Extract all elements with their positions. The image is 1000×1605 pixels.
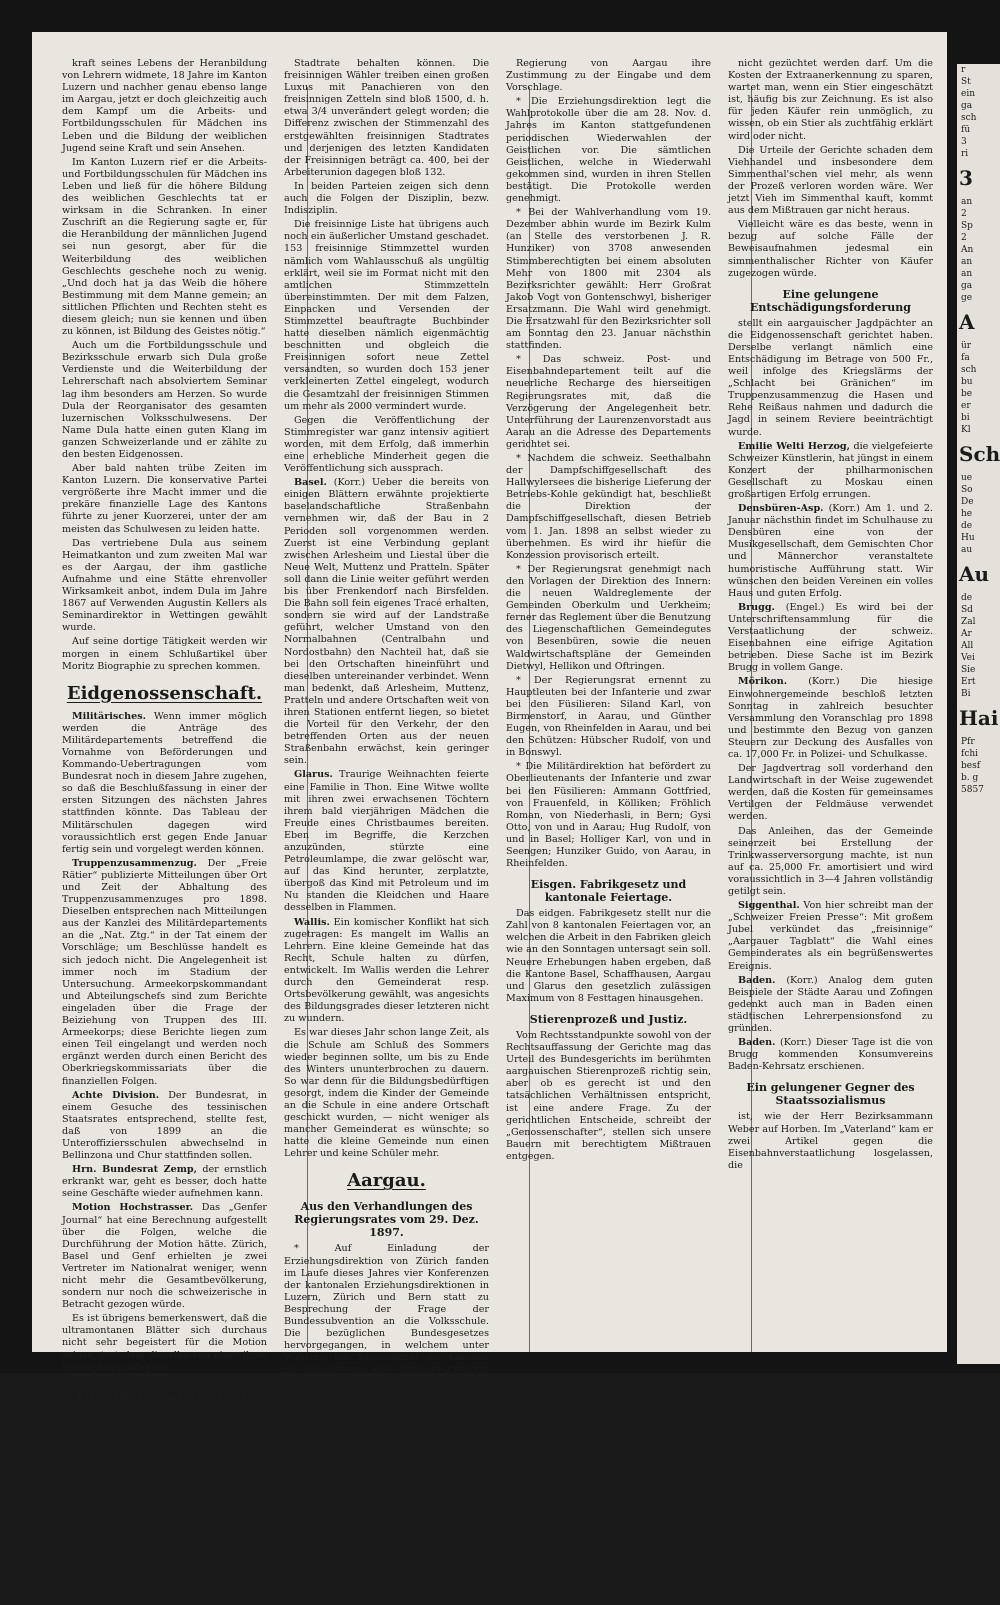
paragraph-lead: Brugg. — [738, 601, 775, 613]
paragraph-text: In beiden Parteien zeigen sich denn auch die Folgen der Disziplin, bezw. Indisziplin. — [284, 180, 489, 217]
edge-text-fragment: r — [961, 65, 966, 75]
article-heading: Aus den Verhandlungen des Regierungsrates vom 29. Dez. 1897. — [294, 1200, 479, 1240]
paragraph-text: (Korr.) Analog dem guten Beispiele der Städte Aarau und Zofingen gedenkt auch man in Baden einen städtischen Lehrerpensionsfond zu gründen. — [728, 974, 933, 1035]
edge-text-fragment: An — [961, 245, 974, 255]
article-paragraph — [284, 219, 489, 413]
edge-text-fragment: ür — [961, 341, 972, 351]
article-paragraph — [62, 1412, 267, 1605]
paragraph-text: (Korr.) Dieser Tage ist die von Brugg kommenden Konsumvereins Baden-Kehrsatz erschienen. — [728, 1037, 933, 1073]
paragraph-text: Die freisinnige Liste hat übrigens auch noch ein äußerlicher Umstand geschadet. 153 freisinnige Stimmzettel wurden nämlich vom Wahlausschuß als ungültig erklärt, weil sie im Format nicht mit den amtlichen Stimmzetteln übereinstimmten. Der mit dem Falzen, Einpacken und Versenden der Stimmzettel beauftragte Buchbinder hatte dieselben nämlich eigenmächtig beschnitten und obgleich die Freisinnigen sofort neue Zettel versandten, so wurden doch 153 jener verkleinerten Zettel eingelegt, wodurch die Gesamtzahl der freisinnigen Stimmen um mehr als 2000 vermindert wurde. — [284, 219, 489, 412]
paragraph-text: Es war dieses Jahr schon lange Zeit, als die Schule am Schluß des Sommers wieder beginnen sollte, um bis zu Ende des Winters ununterbrochen zu dauern. So war denn für die Bildungsbedürftigen gesorgt, indem die Kinder der Gemeinde an die Schule in eine andere Ortschaft geschickt wurden, — nicht weniger als mancher Gemeinderat es wünschte; so hatte die kleine Gemeinde nun einen Lehrer und keine Schüler mehr. — [284, 1027, 489, 1160]
paragraph-text: Im Kanton Luzern rief er die Arbeits- und Fortbildungsschulen für Mädchen ins Leben und ließ für die höhere Bildung des weiblichen Geschlechts tat er wirksam in die Schranken. In einer Zuschrift an die Regierung sagte er, für die Heranbildung der männlichen Jugend sei nun gesorgt, aber für die Weiterbildung des weiblichen Geschlechts geschehe noch zu wenig. „Und doch hat ja das Weib die höhere Bestimmung mit dem Manne gemein; an sittlichen Pflichten und Rechten steht es diesem gleich; nun sie kennen und üben zu können, ist Bildung des Geistes nötig.“ — [62, 156, 267, 338]
paragraph-text: Auch um die Fortbildungsschule und Bezirksschule erwarb sich Dula große Verdienste und die Weiterbildung der Lehrerschaft nach absolviertem Seminar lag ihm besonders am Herzen. So wurde Dula der Reorganisator des gesamten luzernischen Volksschulwesens. Der Name Dula hatte einen guten Klang im ganzen Schweizerlande und er zählte zu den besten Eidgenossen. — [62, 340, 267, 460]
edge-text-fragment: de — [961, 593, 973, 603]
article-paragraph — [62, 636, 267, 672]
article-paragraph — [62, 1090, 267, 1163]
article-paragraph — [284, 917, 489, 1026]
paragraph-text: Der Bundesrat, in einem Gesuche des tessinischen Staatsrates entsprechend, stellte fest, daß von 1899 an die Unteroffiziersschulen abwechselnd in Bellinzona und Chur stattfinden sollen. — [62, 1089, 267, 1162]
paragraph-text: * Bei der Wahlverhandlung vom 19. Dezember abhin wurde im Bezirk Kulm (an Stelle des verstorbenen J. R. Hunziker) von 3708 anwesenden Stimmberechtigten bei einem absoluten Mehr von 1800 mit 2304 als Bezirksrichter gewählt: Herr Großrat Jakob Vogt von Gontenschwyl, bisheriger Ersatzmann. Die Wahl wird genehmigt. Die Ersatzwahl für den Bezirksrichter soll am Sonntag den 23. Januar nächsthin stattfinden. — [506, 207, 711, 352]
article-heading: Eisgen. Fabrikgesetz und kantonale Feiertage. — [530, 878, 687, 905]
paragraph-text: die vielgefeierte Schweizer Künstlerin, hat jüngst in einem Konzert der philharmonischen Gesellschaft zu Moskau einen großartigen Erfolg errungen. — [728, 440, 933, 500]
text-column-2 — [284, 58, 489, 1448]
article-paragraph — [506, 58, 711, 94]
paragraph-lead: Truppenzusammenzug. — [72, 857, 197, 869]
adjacent-page-edge — [957, 64, 1000, 1364]
paragraph-lead: Bern. — [72, 1411, 102, 1423]
paragraph-text: * Der Regierungsrat genehmigt nach den Vorlagen der Direktion des Innern: die neuen Waldreglemente der Gemeinden Oberkulm und Uerkheim; ferner das Reglement über die Benutzung des Liegenschaftlichen Gemeindegutes von Besenbüren, sowie die neuen Waldwirtschaftspläne der Gemeinden Dietwyl, Hellikon und Oftringen. — [506, 563, 711, 672]
edge-text-fragment: au — [961, 545, 973, 555]
paragraph-text: Das „Genfer Journal“ hat eine Berechnung aufgestellt über die Folgen, welche die Durchführung der Motion hätte. Zürich, Basel und Genf erhielten je zwei Vertreter im Nationalrat weniger, wenn nicht mehr die Gesamtbevölkerung, sondern nur noch die schweizerische in Betracht gezogen würde. — [62, 1202, 267, 1311]
paragraph-text: Es ist übrigens bemerkenswert, daß die ultramontanen Blätter sich durchaus nicht sehr begeistert für die Motion zeigen, trotzdem dieselbe von einer ihrer Parteigänger ausgeht. — [62, 1313, 267, 1373]
paragraph-text: Der Jagdvertrag soll vorderhand den Landwirtschaft in der Weise zugewendet werden, daß die Kosten für gemeinsames Vertilgen der Feldmäuse verwendet werden. — [728, 763, 933, 823]
edge-text-fragment: Bi — [961, 689, 971, 699]
edge-text-fragment: sch — [961, 365, 977, 375]
paragraph-text: stellt ein aargauischer Jagdpächter an die Eidgenossenschaft gerichtet haben. Derselbe verlangt nämlich eine Entschädigung im Betrage von 500 Fr., weil infolge des Kriegslärms der „Schlacht bei Gränichen“ im Truppenzusammenzug die Hasen und Rehe Reißaus nahmen und dadurch die Jagd in seinem Reviere beeinträchtigt wurde. — [728, 317, 933, 438]
article-paragraph — [62, 538, 267, 635]
article-paragraph — [62, 1313, 267, 1373]
edge-text-fragment: Ert — [961, 677, 976, 687]
article-paragraph — [728, 900, 933, 973]
paragraph-lead: Emilie Welti Herzog, — [738, 440, 850, 452]
paragraph-text: Wenn immer möglich werden die Anträge des Militärdepartements betreffend die Vornahme von Beförderungen und Kommando-Uebertragungen vom Bundesrat noch in diesem Jahre zugehen, so daß die Beschlußfassung in einer der ersten Sitzungen des nächsten Jahres stattfinden könnte. Das Tableau der Militärschulen dagegen wird voraussichtlich erst gegen Ende Januar fertig sein und vorgelegt werden können. — [62, 710, 267, 855]
paragraph-text: Das eidgen. Fabrikgesetz stellt nur die Zahl von 8 kantonalen Feiertagen vor, an welchen die Arbeit in den Fabriken gleich wie an den Sonntagen untersagt sein soll. Neuere Erhebungen haben ergeben, daß die Kantone Basel, Schaffhausen, Aargau und Glarus den gesetzlich zulässigen Maximum von 8 Festtagen hinausgehen. — [506, 908, 711, 1004]
paragraph-text: nicht gezüchtet werden darf. Um die Kosten der Extraanerkennung zu sparen, wartet man, wenn ein Stier eingeschätzt ist, häufig bis zur Zeichnung. Es ist also für jeden Käufer rein unmöglich, zu wissen, ob ein Stier als zuchtfähig erklärt wird oder nicht. — [728, 58, 933, 142]
paragraph-text: Regierung von Aargau ihre Zustimmung zu der Eingabe und dem Vorschlage. — [506, 58, 711, 94]
paragraph-text: Das vertriebene Dula aus seinem Heimatkanton und zum zweiten Mal war es der Aargau, der ihm gastliche Aufnahme und eine Stätte ehrenvoller Wirksamkeit anbot, indem Dula im Jahre 1867 auf Verwenden Augustin Kellers als Seminardirektor in Wettingen gewählt wurde. — [62, 537, 267, 634]
article-heading: Eine gelungene Entschädigungsforderung — [750, 287, 911, 314]
article-paragraph — [284, 415, 489, 475]
edge-text-fragment: ri — [961, 149, 969, 159]
edge-text-fragment: sch — [961, 113, 977, 123]
paragraph-text: Die Urteile der Gerichte schaden dem Viehhandel und insbesondere dem Simmenthal'schen viel mehr, als wenn der Prozeß verloren worden wäre. Wer jetzt Vieh im Simmenthal kauft, kommt aus dem Mißtrauen gar nicht heraus. — [728, 144, 933, 217]
text-column-4 — [728, 58, 933, 1313]
article-paragraph — [284, 181, 489, 217]
edge-text-fragment: 5857 — [961, 785, 984, 795]
article-paragraph — [62, 157, 267, 338]
edge-text-fragment: St — [961, 77, 971, 87]
edge-text-fragment: So — [961, 485, 973, 495]
article-paragraph — [728, 676, 933, 761]
paragraph-text: * Auf Einladung der Erziehungsdirektion von Zürich fanden im Laufe dieses Jahres vier Konferenzen der kantonalen Erziehungsdirektionen in Luzern, Zürich und Bern statt zu Besprechung der Frage der Bundessubvention an die Volksschule. Die bezüglichen Bundesgesetzes hervorgegangen, in welchem unter Wahrung der Souveränität der Kantone im Schulwesen, eine Bundessubvention von Fr. 20 vorgesehen ist. Die Regierung von Zürich hat es übernommen die bezüglichen Eingaben an die Bundesbehörden auszuarbeiten und den übrigen Regierungen vorzulegen. Nachdem dies geschehen ist, erklärt die — [284, 1243, 489, 1448]
paragraph-text: (Korr.) Ueber die bereits von einigen Blättern erwähnte projektierte baselandschaftliche Straßenbahn vernehmen wir, daß der Bau in 2 Perioden soll vorgenommen werden. Zuerst ist eine Verbindung geplant zwischen Arlesheim und Liestal über die Neue Welt, Muttenz und Pratteln. Später soll dann die Linie weiter geführt werden bis über Frenkendorf nach Birsfelden. Die Bahn soll fein eigenes Tracé erhalten, sondern sie wird auf der Landstraße geführt, welcher Umstand von den Normalbahnen (Centralbahn und Nordostbahn) den Nachteil hat, daß sie bei den Ortschaften hineinführt und dieselben untereinander verbindet. Wenn man bedenkt, daß Arlesheim, Muttenz, Pratteln und andere Ortschaften weit von ihren Stationen entfernt liegen, so bietet die Vorteil für den Verkehr, der den betreffenden Orten aus der neuen Straßenbahn erwächst, kein geringer sein. — [284, 477, 489, 767]
article-paragraph — [284, 477, 489, 767]
edge-text-fragment: he — [961, 509, 973, 519]
article-paragraph — [728, 503, 933, 600]
edge-text-fragment: ein — [961, 89, 976, 99]
paragraph-lead: Hrn. Bundesrat Zemp, — [72, 1164, 197, 1176]
edge-text-fragment: Zal — [961, 617, 976, 627]
edge-heading-fragment: Hai — [959, 706, 999, 730]
paragraph-lead: Wallis. — [294, 916, 330, 928]
article-heading: Stierenprozeß und Justiz. — [529, 1012, 688, 1026]
article-paragraph — [506, 1030, 711, 1163]
article-paragraph — [284, 1243, 489, 1449]
paragraph-text: Ein komischer Konflikt hat sich zugetragen: Es mangelt im Wallis an Lehrern. Eine kleine Gemeinde hat das Recht, Schule halten zu dürfen, entwickelt. Im Wallis werden die Lehrer durch den Gemeinderat resp. Ortsbevölkerung gewählt, was angesichts des Bildungsgrades dieser letzteren nicht zu wundern. — [284, 916, 489, 1025]
article-paragraph — [62, 58, 267, 155]
section-heading: Aargau. — [347, 1170, 426, 1192]
article-paragraph — [728, 219, 933, 279]
article-paragraph — [506, 354, 711, 451]
article-paragraph — [62, 340, 267, 461]
edge-text-fragment: ga — [961, 101, 973, 111]
paragraph-text: * Der Regierungsrat ernennt zu Hauptleuten bei der Infanterie und zwar bei den Füsilieren: Siland Karl, von Birmenstorf, in Aarau, und Günther Eugen, von Rheinfelden in Aarau, und bei den Schützen: Hübscher Rudolf, von und in Bonswyl. — [506, 674, 711, 759]
edge-text-fragment: bu — [961, 377, 973, 387]
article-paragraph — [728, 602, 933, 675]
article-paragraph — [728, 441, 933, 501]
article-paragraph — [728, 763, 933, 823]
paragraph-text: der ernstlich erkrankt war, geht es besser, doch hatte seine Geschäfte wieder aufnehmen kann. — [62, 1164, 267, 1200]
article-paragraph — [506, 761, 711, 870]
edge-text-fragment: be — [961, 389, 973, 399]
edge-text-fragment: bi — [961, 413, 970, 423]
edge-text-fragment: besf — [961, 761, 981, 771]
paragraph-text: Auf seine dortige Tätigkeit werden wir morgen in einem Schlußartikel über Moritz Biographie zu sprechen kommen. — [62, 636, 267, 672]
paragraph-text: Vom Rechtsstandpunkte sowohl von der Rechtsauffassung der Gerichte mag das Urteil des Bundesgerichts im berühmten aargauischen Stierenprozeß richtig sein, aber ob es gerecht ist und den tatsächlichen Verhältnissen entspricht, ist eine andere Frage. Zu der gerichtlichen Entscheide, schreibt der „Genossenschafter“, stellen sich unsere Bauern mit berechtigtem Mißtrauen entgegen. — [506, 1029, 711, 1162]
edge-text-fragment: 2 — [961, 233, 967, 243]
paragraph-text: * Das schweiz. Post- und Eisenbahndepartement teilt auf die neuerliche Recharge des hierseitigen Regierungsrates mit, daß die Verzögerung der Angelegenheit betr. Unterführung der Laurenzenvorstadt aus Aarau an die Adresse des Departements gerichtet sei. — [506, 354, 711, 450]
article-paragraph — [284, 769, 489, 914]
article-paragraph — [506, 96, 711, 205]
paragraph-text: Vielleicht wäre es das beste, wenn in bezug auf solche Fälle der Beweisaufnahmen jedesmal ein simmenthalischer Richter von Käufer zugezogen würde. — [728, 219, 933, 279]
edge-text-fragment: Sp — [961, 221, 973, 231]
paragraph-text: Das Resultat der Stadtratswahlen zeigt ein sehr interessantes Bild. Die Freisinnigen haben eine ganz bedeutende Schlappe erlitten; auf ihrer Kosten und diejenigen der Konservativen haben die Sozialdemokraten einen neuen Gewinn; die Arbeiterunion (Partei Moor) zählt für sich allein jetzt beinahe mehr Stimmen als die der Vereinigten Konservativen und die Freisinnigen, wenn die Stadtratswahlen einen unanfechtbaren Maßstab bildeten. Ueberdies Jahr wird wohl darüber entschieden, ob die Freisinnigen sich aufraffen und die Mehrheit im — [62, 1411, 267, 1605]
edge-text-fragment: fchi — [961, 749, 979, 759]
article-paragraph — [284, 58, 489, 179]
paragraph-text: Stadtrate behalten können. Die freisinnigen Wähler treiben einen großen Luxus mit Panachieren von den freisinnigen Zetteln sind bloß 1500, d. h. etwa 3/4 unverändert gelegt worden; die Differenz zwischen der Stimmenzahl des erstgewählten freisinnigen Stadtrates und derjenigen des letzten Kandidaten der Freisinnigen beträgt ca. 400, bei der Arbeiterunion dagegen bloß 132. — [284, 58, 489, 178]
edge-text-fragment: Sie — [961, 665, 976, 675]
article-paragraph — [728, 1111, 933, 1171]
paragraph-text: (Korr.) Die hiesige Einwohnergemeinde beschloß letzten Sonntag in zahlreich besuchter Versammlung den Voranschlag pro 1898 und bestimmte den Bezug von ganzen Steuern zur Deckung des Ausfalles von ca. 17,000 Fr. in Polizei- und Schulkasse. — [728, 676, 933, 760]
paragraph-text: * Nachdem die schweiz. Seethalbahn der Dampfschiffgesellschaft des Hallwylersees die bisherige Lieferung der Betriebs-Kohle gekündigt hat, beschließt die Direktion der Dampfschiffgesellschaft, diesen Betrieb vom 1. Jan. 1898 an selbst wieder zu übernehmen. Es wird ihr hiefür die Konzession provisorisch erteilt. — [506, 453, 711, 561]
edge-text-fragment: All — [961, 641, 974, 651]
paragraph-text: kraft seines Lebens der Heranbildung von Lehrern widmete, 18 Jahre im Kanton Luzern und nachher genau ebenso lange im Aargau, jetzt er doch gleichzeitig auch dem Kampf um die Arbeits- und Fortbildungsschulen für Mädchen ins Leben und die Bildung der weiblichen Jugend seine Kraft und sein Ansehen. — [62, 58, 267, 154]
article-paragraph — [62, 858, 267, 1088]
edge-text-fragment: ga — [961, 281, 973, 291]
article-paragraph — [506, 675, 711, 760]
paragraph-lead: Basel. — [294, 477, 327, 489]
edge-heading-fragment: A — [959, 310, 975, 334]
paragraph-lead: Mörikon. — [738, 676, 788, 688]
paragraph-text: Von hier schreibt man der „Schweizer Freien Presse“: Mit großem Jubel verkündet das „freisinnige“ „Aargauer Tagblatt“ die Wahl eines Gemeinderates als ein begrüßenswertes Ereignis. — [728, 900, 933, 972]
paragraph-text: Traurige Weihnachten feierte eine Familie in Thon. Eine Witwe wollte mit ihren zwei erwachsenen Töchtern ihrem bald vierjährigen Mädchen die Freude eines Christbaumes bereiten. Eben im Begriffe, die Kerzchen anzuzünden, stürzte eine Petroleumlampe, die zwar gelöscht war, auf das Kind herunter, zerplatzte, übergoß das Kind mit Petroleum und im Nu standen die Kleidchen und Haare desselben in Flammen. — [284, 769, 489, 914]
paragraph-text: * Die Erziehungsdirektion legt die Wahlprotokolle über die am 28. Nov. d. Jahres im Kanton stattgefundenen periodischen Wiederwahlen der Geistlichen vor. Die sämtlichen Geistlichen, welche in Wiederwahl gekommen sind, wurden in ihren Stellen bestätigt. Die Protokolle werden genehmigt. — [506, 96, 711, 205]
article-paragraph — [728, 826, 933, 899]
text-column-1 — [62, 58, 267, 1605]
edge-text-fragment: 2 — [961, 209, 967, 219]
paragraph-text: Das Anleihen, das der Gemeinde seinerzeit bei Erstellung der Trinkwasserversorgung machte, ist nun auf ca. 25,000 Fr. amortisiert und wird voraussichtlich in 3—4 Jahren vollständig getilgt sein. — [728, 825, 933, 897]
article-heading: Ein gelungener Gegner des Staatssozialismus — [746, 1081, 915, 1108]
article-paragraph — [62, 711, 267, 856]
article-paragraph — [728, 1037, 933, 1073]
edge-text-fragment: an — [961, 197, 973, 207]
edge-text-fragment: ue — [961, 473, 973, 483]
paragraph-text: (Engel.) Es wird bei der Unterschriftensammlung für die Verstaatlichung der schweiz. Eisenbahnen eine eifrige Agitation betrieben. Diese Sache ist im Bezirk Brugg in vollem Gange. — [728, 601, 933, 674]
article-paragraph — [62, 1164, 267, 1200]
section-heading: Aus den Kantonen. — [68, 1383, 261, 1405]
edge-text-fragment: 3 — [961, 137, 967, 147]
paragraph-lead: Baden. — [738, 974, 776, 986]
paragraph-lead: Baden. — [738, 1037, 776, 1049]
article-paragraph — [284, 1027, 489, 1160]
paragraph-lead: Motion Hochstrasser. — [72, 1202, 194, 1214]
edge-text-fragment: Ar — [961, 629, 972, 639]
article-paragraph — [506, 564, 711, 673]
edge-heading-fragment: Sch — [959, 442, 1000, 466]
paragraph-lead: Densbüren-Asp. — [738, 503, 824, 515]
edge-text-fragment: er — [961, 401, 971, 411]
edge-heading-fragment: 3 — [959, 166, 973, 190]
paragraph-text: Gegen die Veröffentlichung der Stimmregister war ganz intensiv agitiert worden, mit dem Erfolg, daß immerhin eine erhebliche Minderheit gegen die Veröffentlichung sich aussprach. — [284, 414, 489, 475]
section-heading: Eidgenossenschaft. — [66, 682, 263, 704]
edge-text-fragment: ge — [961, 293, 973, 303]
edge-text-fragment: Vei — [961, 653, 975, 663]
edge-text-fragment: an — [961, 257, 973, 267]
article-paragraph — [506, 207, 711, 352]
paragraph-text: * Die Militärdirektion hat befördert zu Oberlieutenants der Infanterie und zwar bei den Füsilieren: Ammann Gottfried, von Frauenfeld, in Kölliken; Fröhlich Roman, von Niederhasli, in Bern; Gysi Otto, von und in Aarau; Hug Rudolf, von und in Basel; Holliger Karl, von und in Seengen; Hunziker Guido, von Aarau, in Rheinfelden. — [506, 761, 711, 870]
edge-text-fragment: Pfr — [961, 737, 975, 747]
edge-text-fragment: Hu — [961, 533, 975, 543]
edge-text-fragment: fa — [961, 353, 970, 363]
edge-text-fragment: b. g — [961, 773, 979, 783]
paragraph-text: ist, wie der Herr Bezirksammann Weber auf Horben. Im „Vaterland“ kam er zwei Artikel gegen die Eisenbahnverstaatlichung losgelassen, die — [728, 1111, 933, 1171]
paragraph-text: Der „Freie Rätier“ publizierte Mitteilungen über Ort und Zeit der Abhaltung des Truppenzusammenzuges pro 1898. Dieselben entsprechen nach Mitteilungen aus der Kanzlei des Militärdepartements an die „Nat. Ztg.“ in der Tat einem der Vorschläge; um Beschlüsse handelt es sich jedoch nicht. Die Angelegenheit ist immer noch im Stadium der Untersuchung. Armeekorpskommandant und Abteilungschefs sind zum Berichte eingeladen über die Frage der Beiziehung von Truppen des III. Armeekorps; diese Berichte liegen zum einen Teil eingelangt und werden noch ergänzt werden durch einen Bericht des Oberkriegskommissariats über die finanziellen Folgen. — [62, 857, 267, 1087]
article-paragraph — [728, 58, 933, 143]
edge-text-fragment: fü — [961, 125, 971, 135]
edge-text-fragment: De — [961, 497, 974, 507]
edge-text-fragment: an — [961, 269, 973, 279]
article-paragraph — [728, 975, 933, 1035]
paragraph-lead: Siggenthal. — [738, 900, 800, 912]
paragraph-lead: Militärisches. — [72, 710, 146, 722]
article-paragraph — [728, 318, 933, 439]
edge-text-fragment: de — [961, 521, 973, 531]
article-paragraph — [728, 145, 933, 218]
edge-text-fragment: Sd — [961, 605, 973, 615]
text-column-3 — [506, 58, 711, 1313]
article-paragraph — [62, 1202, 267, 1311]
article-paragraph — [506, 453, 711, 562]
article-paragraph — [506, 908, 711, 1005]
article-paragraph — [62, 463, 267, 536]
paragraph-lead: Glarus. — [294, 769, 333, 781]
paragraph-text: (Korr.) Am 1. und 2. Januar nächsthin findet im Schulhause zu Densbüren eine von der Musikgesellschaft, dem Gemischten Chor und Männerchor veranstaltete humoristische Aufführung statt. Wir wünschen den beiden Vereinen ein volles Haus und guten Erfolg. — [728, 503, 933, 599]
edge-text-fragment: Kl — [961, 425, 971, 435]
paragraph-text: Aber bald nahten trübe Zeiten im Kanton Luzern. Die konservative Partei vergrößerte ihre Macht immer und die prekäre finanzielle Lage des Kantons führte zu jener Kuorzerei, unter der am meisten das Schulwesen zu leiden hatte. — [62, 463, 267, 535]
paragraph-lead: Achte Division. — [72, 1089, 160, 1101]
edge-heading-fragment: Au — [959, 562, 990, 586]
